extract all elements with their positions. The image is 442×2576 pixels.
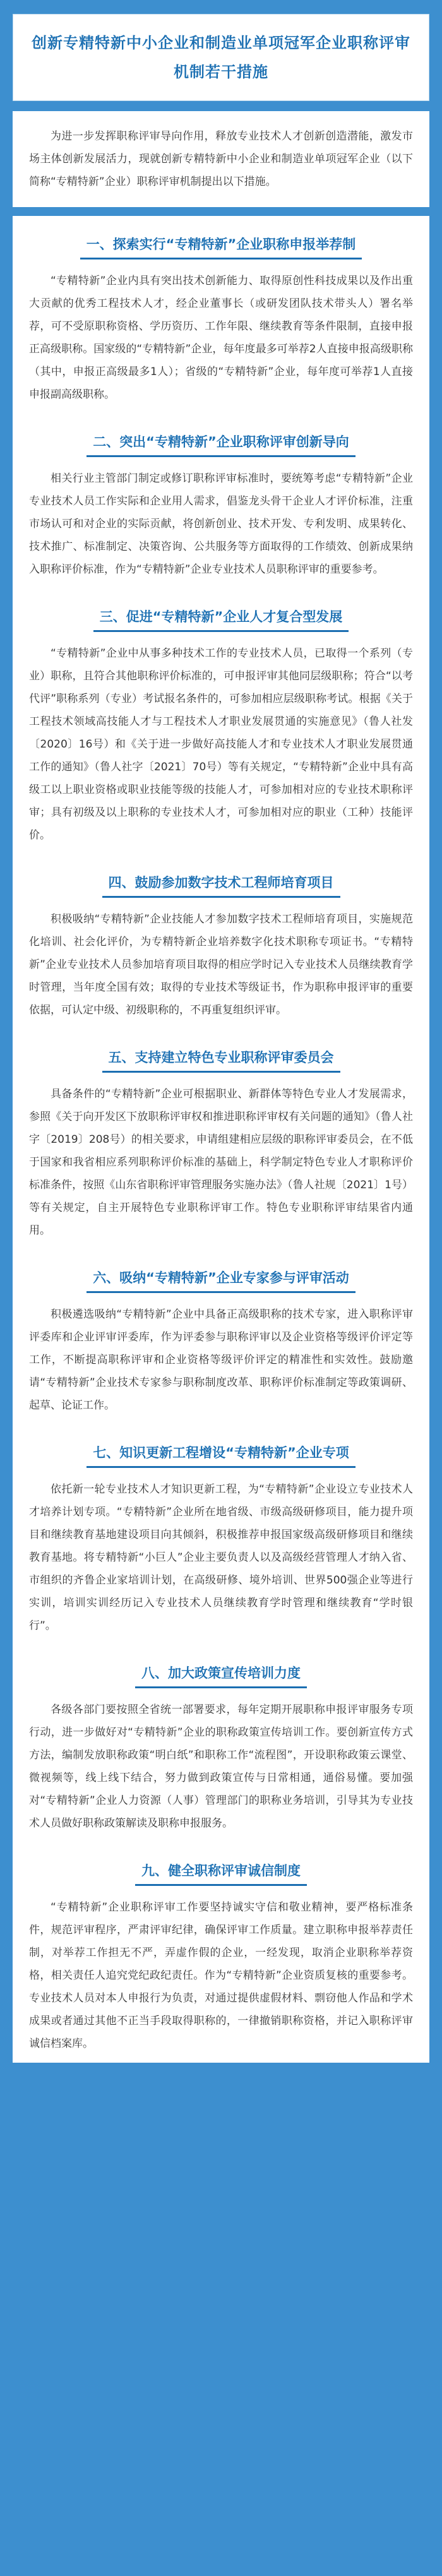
section-7 [13, 1424, 429, 1645]
section-heading: 五、支持建立特色专业职称评审委员会 [102, 1047, 340, 1073]
section-body: “专精特新”企业内具有突出技术创新能力、取得原创性科技成果以及作出重大贡献的优秀工程技术人才，经企业董事长（或研发团队技术带头人）署名举荐，可不受原职称资格、学历资历、工作年限、继续教育等条件限制，直接申报正高级职称。国家级的“专精特新”企业，每年度最多可举荐2人直接申报高级职称（其中，申报正高级最多1人）；省级的“专精特新”企业，每年度可举荐1人直接申报副高级职称。 [29, 275, 413, 401]
section-4 [13, 854, 429, 1029]
section-body: 各级各部门要按照全省统一部署要求，每年定期开展职称申报评审服务专项行动，进一步做好对“专精特新”企业的职称政策宣传培训工作。要创新宣传方式方法，编制发放职称政策“明白纸”和职称工作“流程图”，开设职称政策云课堂、微视频等，线上线下结合，努力做到政策宣传与日常相通，通俗易懂。要加强对“专精特新”企业人力资源（人事）管理部门的职称业务培训，引导其为专业技术人员做好职称政策解读及职称申报服务。 [29, 1703, 413, 1830]
section-body: 依托新一轮专业技术人才知识更新工程，为“专精特新”企业设立专业技术人才培养计划专项。“专精特新”企业所在地省级、市级高级研修项目，能力提升项目和继续教育基地建设项目向其倾斜，积极推荐申报国家级高级研修项目和继续教育基地。将专精特新“小巨人”企业主要负责人以及高级经营管理人才纳入省、市组织的齐鲁企业家培训计划，在高级研修、境外培训、世界500强企业等进行实训，培训实训经历记入专业技术人员继续教育学时管理和继续教育“学时银行”。 [29, 1483, 413, 1632]
section-body: 相关行业主管部门制定或修订职称评审标准时，要统筹考虑“专精特新”企业专业技术人员工作实际和企业用人需求，倡鉴龙头骨干企业人才评价标准，注重市场认可和对企业的实际贡献，将创新创业、技术开发、专利发明、成果转化、技术推广、标准制定、决策咨询、公共服务等方面取得的工作绩效、创新成果纳入职称评价标准，作为“专精特新”企业专业技术人员职称评审的重要参考。 [29, 472, 413, 576]
section-heading-wrap [29, 1645, 413, 1698]
section-heading-wrap [29, 1424, 413, 1478]
section-heading: 四、鼓励参加数字技术工程师培育项目 [102, 872, 340, 898]
section-heading-wrap [29, 414, 413, 467]
title-box [13, 14, 429, 101]
section-heading: 八、加大政策宣传培训力度 [135, 1662, 307, 1688]
section-6 [13, 1249, 429, 1424]
section-body: 具备条件的“专精特新”企业可根据职业、新群体等特色专业人才发展需求，参照《关于向开发区下放职称评审权和推进职称评审权有关问题的通知》（鲁人社字〔2019〕208号）的相关要求，申请组建相应层级的职称评审委员会，在不低于国家和我省相应系列职称评价标准的基础上，科学制定特色专业人才职称评价标准条件，按照《山东省职称评审管理服务实施办法》（鲁人社规〔2021〕1号）等有关规定，自主开展特色专业职称评审工作。特色专业职称评审结果省内通用。 [29, 1088, 413, 1237]
section-heading: 六、吸纳“专精特新”企业专家参与评审活动 [87, 1267, 355, 1293]
section-9 [13, 1842, 429, 2063]
sections-container [13, 216, 429, 2063]
page-title: 创新专精特新中小企业和制造业单项冠军企业职称评审机制若干措施 [32, 34, 410, 81]
section-heading: 九、健全职称评审诚信制度 [135, 1860, 307, 1886]
section-heading: 一、探索实行“专精特新”企业职称申报举荐制 [80, 234, 362, 259]
section-heading-wrap [29, 1249, 413, 1303]
section-2 [13, 414, 429, 588]
section-body: “专精特新”企业中从事多种技术工作的专业技术人员，已取得一个系列（专业）职称，且符合其他职称评价标准的，可申报评审其他同层级职称；符合“以考代评”职称系列（专业）考试报名条件的，可参加相应层级职称考试。根据《关于工程技术领域高技能人才与工程技术人才职业发展贯通的实施意见》（鲁人社发〔2020〕16号）和《关于进一步做好高技能人才和专业技术人才职业发展贯通工作的通知》（鲁人社字〔2021〕70号）等有关规定，“专精特新”企业中具有高级工以上职业资格或职业技能等级的技能人才，可参加相对应的专业技术职称评审；具有初级及以上职称的专业技术人才，可参加相对应的职业（工种）技能评价。 [29, 647, 413, 842]
section-body: 积极吸纳“专精特新”企业技能人才参加数字技术工程师培育项目，实施规范化培训、社会化评价，为专精特新企业培养数字化技术职称专项证书。“专精特新”企业专业技术人员参加培育项目取得的相应学时记入专业技术人员继续教育学时管理，当年度全国有效；取得的专业技术等级证书，作为职称申报评审的重要依据，可认定中级、初级职称的，不再重复组织评审。 [29, 913, 413, 1017]
section-3 [13, 588, 429, 854]
section-1 [13, 216, 429, 414]
section-heading: 二、突出“专精特新”企业职称评审创新导向 [87, 431, 355, 457]
intro-box [13, 111, 429, 207]
intro-paragraph: 为进一步发挥职称评审导向作用，释放专业技术人才创新创造潜能，激发市场主体创新发展活力，现就创新专精特新中小企业和制造业单项冠军企业（以下简称“专精特新”企业）职称评审机制提出以下措施。 [29, 130, 413, 188]
section-heading-wrap [29, 1842, 413, 1896]
section-heading: 三、促进“专精特新”企业人才复合型发展 [93, 606, 349, 632]
section-body: 积极遴选吸纳“专精特新”企业中具备正高级职称的技术专家，进入职称评审评委库和企业评审评委库，作为评委参与职称评审以及企业资格等级评价评定等工作，不断提高职称评审和企业资格等级评价评定的精准性和实效性。鼓励邀请“专精特新”企业技术专家参与职称制度改革、职称评价标准制定等政策调研、起草、论证工作。 [29, 1308, 413, 1412]
divider [13, 207, 429, 216]
section-heading: 七、知识更新工程增设“专精特新”企业专项 [87, 1442, 355, 1468]
section-8 [13, 1645, 429, 1842]
section-heading-wrap [29, 854, 413, 908]
section-heading-wrap [29, 1029, 413, 1083]
section-5 [13, 1029, 429, 1249]
section-heading-wrap [29, 588, 413, 642]
section-heading-wrap [29, 216, 413, 270]
section-body: “专精特新”企业职称评审工作要坚持诚实守信和敬业精神，要严格标准条件，规范评审程序，严肃评审纪律，确保评审工作质量。建立职称申报举荐责任制，对举荐工作担无不严，弄虚作假的企业，一经发现，取消企业职称举荐资格，相关责任人追究党纪政纪责任。作为“专精特新”企业资质复核的重要参考。专业技术人员对本人申报行为负责，对通过提供虚假材料、剽窃他人作品和学术成果或者通过其他不正当手段取得职称的，一律撤销职称资格，并记入职称评审诚信档案库。 [29, 1901, 413, 2050]
